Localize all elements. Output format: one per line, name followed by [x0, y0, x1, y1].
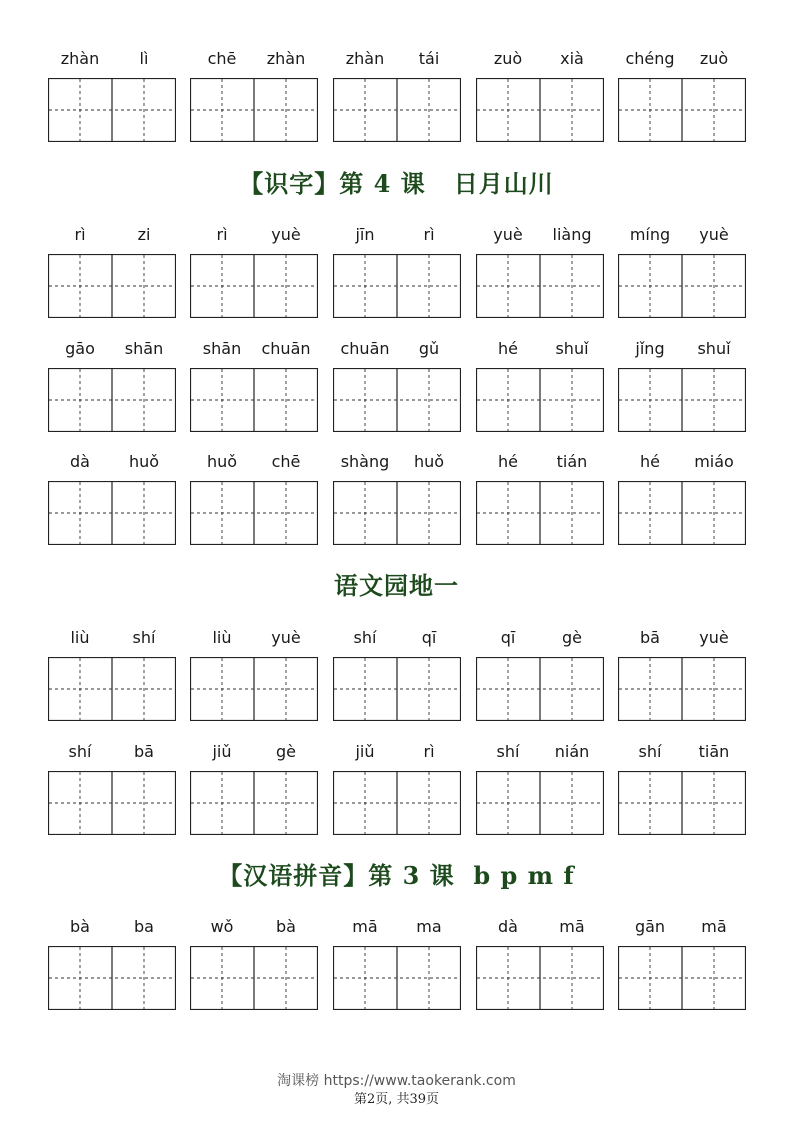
word-cell [476, 449, 604, 559]
pinyin-syllable: shí [132, 628, 156, 647]
tianzige-grid [190, 254, 318, 318]
pinyin-syllable: wǒ [210, 917, 234, 936]
word-cell [190, 739, 318, 849]
pinyin-syllable: tái [418, 49, 440, 68]
pinyin-syllable: liàng [552, 225, 592, 244]
tianzige-grid [476, 946, 604, 1010]
word-cell [333, 739, 461, 849]
word-cell [618, 222, 746, 332]
word-cell [618, 625, 746, 735]
pinyin-syllable: bā [640, 628, 660, 647]
tianzige-grid [618, 254, 746, 318]
pinyin-syllable: qī [421, 628, 437, 647]
pinyin-row [0, 625, 793, 735]
pinyin-syllable: mā [352, 917, 378, 936]
word-cell [476, 914, 604, 1024]
footer-site: 淘课榜 https://www.taokerank.com [277, 1073, 516, 1089]
word-cell [476, 625, 604, 735]
pinyin-syllable: xià [560, 49, 584, 68]
pinyin-syllable: gǔ [418, 339, 440, 358]
word-cell [190, 625, 318, 735]
pinyin-syllable: gè [276, 742, 296, 761]
tianzige-grid [190, 771, 318, 835]
tianzige-grid [333, 771, 461, 835]
tianzige-grid [333, 78, 461, 142]
pinyin-syllable: chuān [340, 339, 390, 358]
pinyin-row [0, 739, 793, 849]
pinyin-syllable: dà [498, 917, 518, 936]
pinyin-syllable: míng [629, 225, 671, 244]
word-cell [48, 914, 176, 1024]
section-heading: 【识字】第 4 课 日月山川 [239, 169, 554, 198]
tianzige-grid [618, 78, 746, 142]
pinyin-row [0, 914, 793, 1024]
word-cell [476, 739, 604, 849]
pinyin-syllable: ba [134, 917, 154, 936]
word-cell [333, 449, 461, 559]
pinyin-syllable: shuǐ [697, 339, 731, 358]
tianzige-grid [333, 657, 461, 721]
pinyin-syllable: shān [124, 339, 164, 358]
pinyin-syllable: dà [70, 452, 90, 471]
pinyin-syllable: shàng [340, 452, 390, 471]
tianzige-grid [476, 481, 604, 545]
tianzige-grid [48, 78, 176, 142]
tianzige-grid [190, 946, 318, 1010]
tianzige-grid [190, 657, 318, 721]
pinyin-syllable: chē [271, 452, 301, 471]
pinyin-syllable: shān [202, 339, 242, 358]
word-cell [476, 336, 604, 446]
pinyin-row [0, 46, 793, 156]
word-cell [618, 336, 746, 446]
pinyin-syllable: yuè [699, 628, 729, 647]
pinyin-syllable: chéng [625, 49, 675, 68]
pinyin-syllable: rì [423, 225, 435, 244]
tianzige-grid [48, 254, 176, 318]
pinyin-syllable: jǐng [635, 339, 665, 358]
tianzige-grid [48, 481, 176, 545]
word-cell [48, 46, 176, 156]
word-cell [333, 914, 461, 1024]
pinyin-syllable: liù [212, 628, 232, 647]
word-cell [618, 914, 746, 1024]
tianzige-grid [618, 481, 746, 545]
pinyin-syllable: lì [139, 49, 149, 68]
pinyin-syllable: rì [423, 742, 435, 761]
tianzige-grid [48, 368, 176, 432]
word-cell [190, 46, 318, 156]
word-cell [48, 336, 176, 446]
footer-page-number: 第2页, 共39页 [353, 1092, 440, 1107]
word-cell [333, 46, 461, 156]
pinyin-syllable: shí [496, 742, 520, 761]
pinyin-row [0, 449, 793, 559]
pinyin-syllable: miáo [694, 452, 734, 471]
word-cell [476, 222, 604, 332]
pinyin-syllable: huǒ [413, 452, 445, 471]
tianzige-grid [476, 657, 604, 721]
word-cell [333, 336, 461, 446]
section-heading: 语文园地一 [334, 571, 459, 600]
word-cell [333, 625, 461, 735]
tianzige-grid [333, 946, 461, 1010]
word-cell [618, 739, 746, 849]
pinyin-syllable: hé [498, 452, 518, 471]
pinyin-syllable: jiǔ [212, 742, 232, 761]
word-cell [48, 625, 176, 735]
pinyin-syllable: huǒ [206, 452, 238, 471]
pinyin-row [0, 222, 793, 332]
pinyin-syllable: gè [562, 628, 582, 647]
tianzige-grid [476, 254, 604, 318]
pinyin-syllable: gāo [65, 339, 95, 358]
tianzige-grid [618, 771, 746, 835]
tianzige-grid [618, 657, 746, 721]
pinyin-syllable: zhàn [345, 49, 385, 68]
pinyin-syllable: nián [554, 742, 590, 761]
tianzige-grid [190, 368, 318, 432]
pinyin-syllable: mā [559, 917, 585, 936]
tianzige-grid [476, 368, 604, 432]
pinyin-syllable: qī [500, 628, 516, 647]
tianzige-grid [48, 946, 176, 1010]
pinyin-syllable: hé [640, 452, 660, 471]
pinyin-syllable: chuān [261, 339, 311, 358]
pinyin-syllable: yuè [493, 225, 523, 244]
tianzige-grid [476, 78, 604, 142]
pinyin-syllable: tiān [698, 742, 730, 761]
tianzige-grid [333, 481, 461, 545]
pinyin-syllable: shí [638, 742, 662, 761]
word-cell [618, 449, 746, 559]
pinyin-syllable: jīn [355, 225, 375, 244]
pinyin-syllable: yuè [699, 225, 729, 244]
word-cell [190, 449, 318, 559]
pinyin-syllable: zuò [493, 49, 523, 68]
pinyin-syllable: mā [701, 917, 727, 936]
word-cell [190, 222, 318, 332]
pinyin-syllable: zhàn [60, 49, 100, 68]
word-cell [190, 336, 318, 446]
pinyin-syllable: zuò [699, 49, 729, 68]
pinyin-syllable: zhàn [266, 49, 306, 68]
tianzige-grid [618, 368, 746, 432]
tianzige-grid [476, 771, 604, 835]
tianzige-grid [190, 78, 318, 142]
tianzige-grid [333, 368, 461, 432]
pinyin-syllable: huǒ [128, 452, 160, 471]
tianzige-grid [48, 657, 176, 721]
pinyin-syllable: shuǐ [555, 339, 589, 358]
pinyin-syllable: liù [70, 628, 90, 647]
word-cell [476, 46, 604, 156]
pinyin-syllable: ma [416, 917, 442, 936]
word-cell [190, 914, 318, 1024]
pinyin-syllable: bà [276, 917, 296, 936]
pinyin-syllable: shí [353, 628, 377, 647]
pinyin-syllable: bā [134, 742, 154, 761]
pinyin-syllable: yuè [271, 628, 301, 647]
word-cell [48, 449, 176, 559]
pinyin-syllable: rì [74, 225, 86, 244]
tianzige-grid [333, 254, 461, 318]
tianzige-grid [48, 771, 176, 835]
tianzige-grid [618, 946, 746, 1010]
pinyin-syllable: shí [68, 742, 92, 761]
pinyin-syllable: bà [70, 917, 90, 936]
word-cell [333, 222, 461, 332]
pinyin-syllable: hé [498, 339, 518, 358]
pinyin-syllable: chē [207, 49, 237, 68]
word-cell [48, 222, 176, 332]
pinyin-row [0, 336, 793, 446]
pinyin-syllable: yuè [271, 225, 301, 244]
section-heading: 【汉语拼音】第 3 课 b p m f [218, 861, 575, 890]
pinyin-syllable: rì [216, 225, 228, 244]
pinyin-syllable: gān [634, 917, 666, 936]
pinyin-syllable: tián [556, 452, 588, 471]
pinyin-syllable: jiǔ [355, 742, 375, 761]
word-cell [48, 739, 176, 849]
word-cell [618, 46, 746, 156]
pinyin-syllable: zi [137, 225, 151, 244]
tianzige-grid [190, 481, 318, 545]
